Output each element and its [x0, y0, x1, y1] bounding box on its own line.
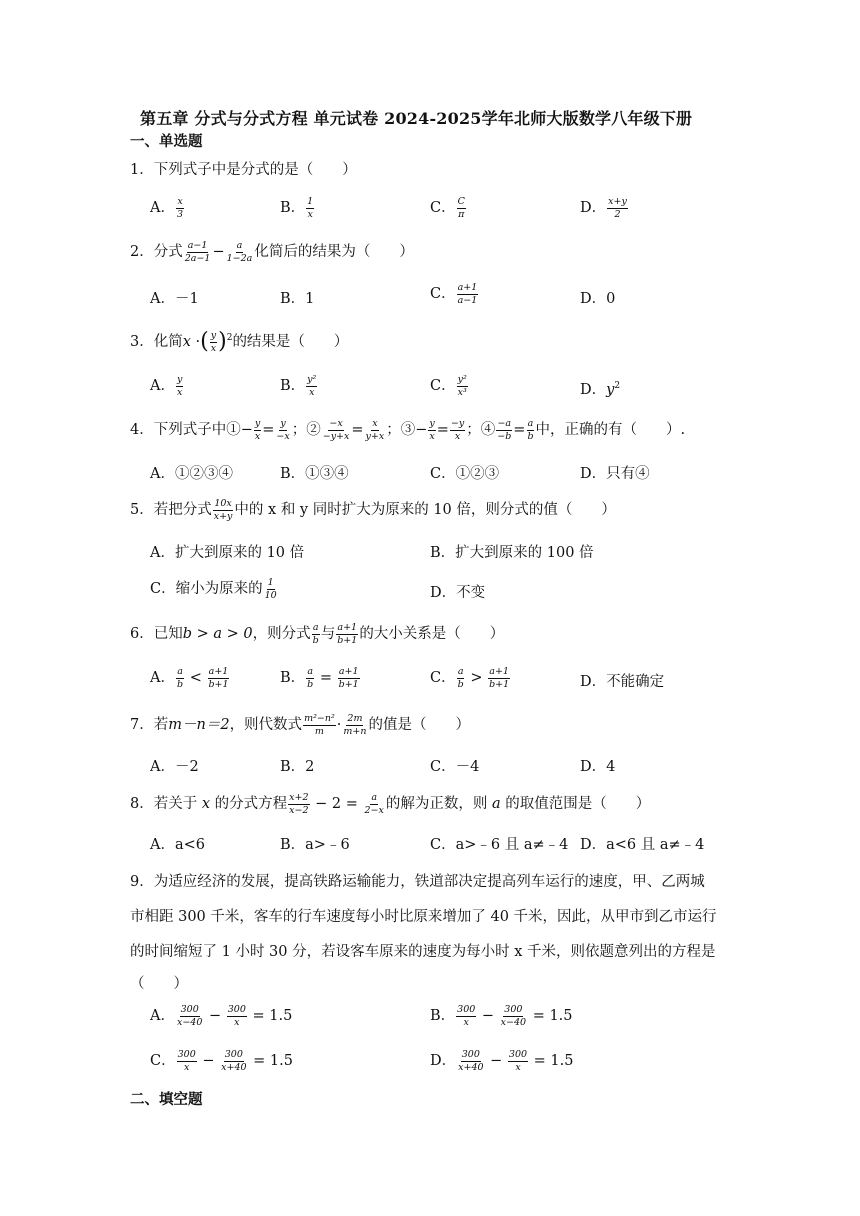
section-heading-fill-in: 二、填空题	[130, 1091, 203, 1108]
q9-option-a: A． $\frac{300}{x-40}$ − $\frac{300}{x}$ = 1.5	[150, 1003, 293, 1028]
q2-option-a: A．－1	[150, 291, 199, 307]
question-3-stem: 3．化简x ·( $\frac{y}{x}$ )$^2$的结果是（ ）	[130, 329, 349, 354]
question-5-stem: 5．若把分式 $\frac{10x}{x+y}$ 中的 x 和 y 同时扩大为原来的 10 倍，则分式的值（ ）	[130, 497, 616, 522]
question-7-stem: 7．若m－n＝2，则代数式 $\frac{\text{m²−n²}}{m}$ · $\frac{2m}{m+n}$ 的值是（ ）	[130, 712, 470, 737]
q4-option-c: C．①②③	[430, 466, 500, 482]
q2-option-d: D．0	[580, 291, 616, 307]
question-1-stem: 1．下列式子中是分式的是（ ）	[130, 162, 357, 178]
q6-option-b: B． $\frac{a}{b}$ = $\frac{a+1}{b+1}$	[280, 665, 359, 690]
q3-option-a: A． $\frac{y}{x}$	[150, 373, 183, 398]
q6-option-d: D．不能确定	[580, 674, 665, 690]
q5-option-b: B．扩大到原来的 100 倍	[430, 545, 594, 561]
question-9-line-4: （ ）	[130, 976, 188, 992]
question-9-line-3: 的时间缩短了 1 小时 30 分，若设客车原来的速度为每小时 x 千米，则依题意列出的方程是	[130, 944, 716, 960]
question-6-stem: 6．已知b > a > 0，则分式 $\frac{a}{b}$ 与 $\frac{a+1}{b+1}$ 的大小关系是（ ）	[130, 621, 505, 646]
section-heading-single-choice: 一、单选题	[130, 133, 203, 150]
question-9-line-2: 市相距 300 千米，客车的行车速度每小时比原来增加了 40 千米，因此，从甲市到乙市运行	[130, 909, 717, 925]
q8-option-b: B．a>﹣6	[280, 837, 350, 853]
q8-option-c: C．a>﹣6 且 a≠﹣4	[430, 837, 569, 853]
q1-option-b: B． $\frac{1}{x}$	[280, 195, 314, 220]
q7-option-b: B．2	[280, 759, 315, 775]
q4-option-b: B．①③④	[280, 466, 349, 482]
q4-option-a: A．①②③④	[150, 466, 233, 482]
q8-option-d: D．a<6 且 a≠﹣4	[580, 837, 705, 853]
q5-option-c: C．缩小为原来的 $\frac{1}{10}$	[150, 576, 277, 601]
q1-option-c: C． $\frac{C}{\pi}$	[430, 195, 465, 220]
q7-option-d: D．4	[580, 759, 616, 775]
q9-option-b: B． $\frac{300}{x}$ − $\frac{300}{x-40}$ = 1.5	[430, 1003, 573, 1028]
q3-option-b: B． $\frac{\text{y²}}{x}$	[280, 373, 317, 398]
q6-option-a: A． $\frac{a}{b}$ < $\frac{a+1}{b+1}$	[150, 665, 229, 690]
q2-option-c: C． $\frac{a+1}{a-1}$	[430, 281, 478, 306]
q7-option-a: A．－2	[150, 759, 199, 775]
q1-option-d: D． $\frac{x+y}{2}$	[580, 195, 627, 220]
page-title: 第五章 分式与分式方程 单元试卷 2024-2025学年北师大版数学八年级下册	[140, 109, 693, 128]
q3-option-d: D．$y^2$	[580, 381, 621, 398]
q3-option-c: C． $\frac{\text{y²}}{\text{x³}}$	[430, 373, 467, 398]
question-2-stem: 2．分式 $\frac{a-1}{2a-1}$ − $\frac{a}{1-2a}$ 化简后的结果为（ ）	[130, 239, 414, 264]
q2-option-b: B．1	[280, 291, 315, 307]
question-8-stem: 8．若关于 x 的分式方程 $\frac{x+2}{x-2}$ − 2 = $\frac{a}{2-x}$ 的解为正数，则 a 的取值范围是（ ）	[130, 791, 651, 816]
q9-option-c: C． $\frac{300}{x}$ − $\frac{300}{x+40}$ = 1.5	[150, 1048, 293, 1073]
q9-option-d: D． $\frac{300}{x+40}$ − $\frac{300}{x}$ = 1.5	[430, 1048, 574, 1073]
question-9-line-1: 9．为适应经济的发展，提高铁路运输能力，铁道部决定提高列车运行的速度，甲、乙两城	[130, 874, 705, 890]
q6-option-c: C． $\frac{a}{b}$ > $\frac{a+1}{b+1}$	[430, 665, 510, 690]
q1-option-a: A． $\frac{x}{3}$	[150, 195, 184, 220]
question-4-stem: 4．下列式子中①− $\frac{y}{x}$ = $\frac{y}{-x}$ ；② $\frac{-x}{-y+x}$ = $\frac{x}{y+x}$ ；③− $\frac{y}{x}$ = $\frac{-y}{x}$ ；④ $\frac{-a}{-b}$ = $\frac{a}{b}$ 中，正确的有（ ）.	[130, 417, 686, 442]
q5-option-a: A．扩大到原来的 10 倍	[150, 545, 305, 561]
q4-option-d: D．只有④	[580, 466, 650, 482]
q8-option-a: A．a<6	[150, 837, 205, 853]
q7-option-c: C．－4	[430, 759, 480, 775]
q5-option-d: D．不变	[430, 585, 486, 601]
